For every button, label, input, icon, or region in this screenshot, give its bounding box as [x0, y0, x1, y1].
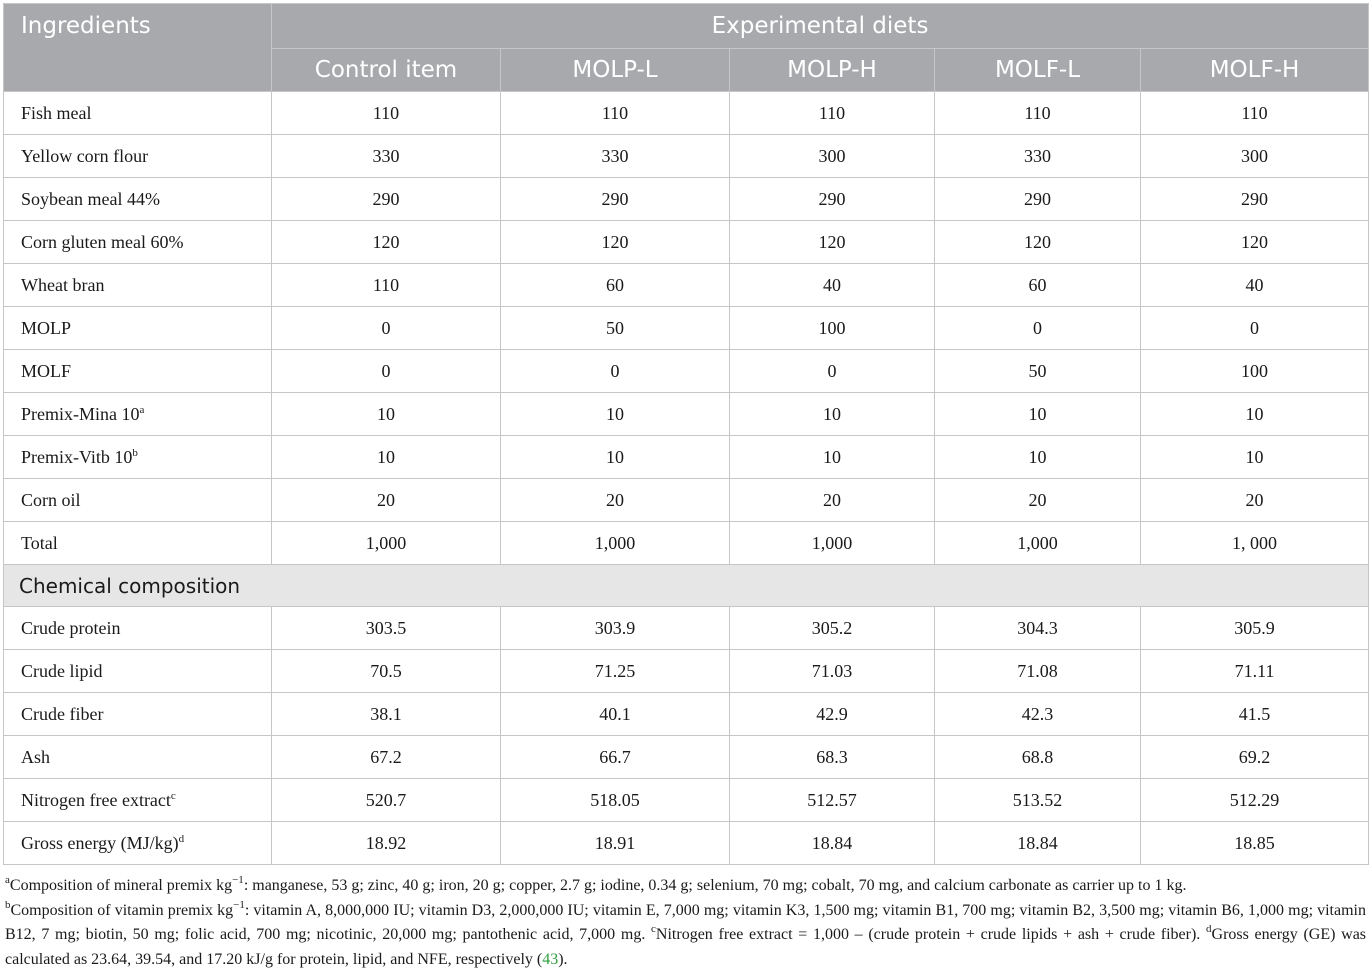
header-ingredients: Ingredients: [4, 4, 272, 92]
table-row: [4, 221, 1369, 264]
table-cell: 513.52: [935, 779, 1141, 822]
table-row: [4, 736, 1369, 779]
table-cell: 120: [730, 221, 935, 264]
table-cell: 0: [272, 307, 501, 350]
row-label-text: Fish meal: [21, 102, 92, 123]
table-cell: 110: [1141, 92, 1369, 135]
footnote-c-text: Nitrogen free extract = 1,000 – (crude protein + crude lipids + ash + crude fiber).: [655, 926, 1201, 943]
table-cell: 10: [501, 393, 730, 436]
table-cell: 290: [1141, 178, 1369, 221]
row-label: [4, 779, 272, 822]
table-row: [4, 522, 1369, 565]
table-cell: 10: [1141, 436, 1369, 479]
header-col-molf-l: MOLF-L: [935, 49, 1141, 92]
table-cell: 0: [730, 350, 935, 393]
table-cell: 20: [935, 479, 1141, 522]
table-cell: 1,000: [272, 522, 501, 565]
row-label: [4, 522, 272, 565]
row-label: [4, 221, 272, 264]
table-cell: 40.1: [501, 693, 730, 736]
table-cell: 300: [730, 135, 935, 178]
header-col-control: Control item: [272, 49, 501, 92]
row-label-text: Soybean meal 44%: [21, 188, 160, 209]
table-row: [4, 607, 1369, 650]
table-cell: 71.11: [1141, 650, 1369, 693]
footnote-b-c: [5, 899, 1366, 973]
row-label-text: Premix-Vitb 10: [21, 446, 133, 467]
table-row: [4, 693, 1369, 736]
table-cell: 303.9: [501, 607, 730, 650]
table-cell: 42.9: [730, 693, 935, 736]
table-cell: 71.25: [501, 650, 730, 693]
table-cell: 18.84: [935, 822, 1141, 865]
table-cell: 303.5: [272, 607, 501, 650]
row-label: [4, 178, 272, 221]
table-cell: 20: [272, 479, 501, 522]
table-cell: 110: [935, 92, 1141, 135]
table-cell: 66.7: [501, 736, 730, 779]
table-cell: 300: [1141, 135, 1369, 178]
table-cell: 520.7: [272, 779, 501, 822]
table-cell: 38.1: [272, 693, 501, 736]
table-cell: 50: [935, 350, 1141, 393]
table-cell: 1,000: [730, 522, 935, 565]
table-cell: 60: [501, 264, 730, 307]
section-row-chemical: [4, 565, 1369, 607]
row-label-text: Nitrogen free extract: [21, 789, 171, 810]
row-label: [4, 92, 272, 135]
row-label: [4, 436, 272, 479]
table-row: [4, 135, 1369, 178]
header-experimental-diets: Experimental diets: [272, 4, 1369, 49]
table-cell: 40: [730, 264, 935, 307]
row-label: [4, 650, 272, 693]
table-cell: 20: [501, 479, 730, 522]
row-label-text: Corn oil: [21, 489, 81, 510]
table-footnotes: [5, 874, 1366, 972]
table-cell: 512.57: [730, 779, 935, 822]
table-cell: 110: [730, 92, 935, 135]
table-cell: 305.9: [1141, 607, 1369, 650]
table-cell: 110: [501, 92, 730, 135]
table-cell: 40: [1141, 264, 1369, 307]
footnote-marker: b: [132, 446, 138, 459]
row-label-text: Premix-Mina 10: [21, 403, 140, 424]
table-cell: 1, 000: [1141, 522, 1369, 565]
table-cell: 10: [935, 393, 1141, 436]
reference-link-43[interactable]: 43: [542, 950, 559, 968]
table-cell: 18.91: [501, 822, 730, 865]
footnote-b-marker: b: [5, 898, 11, 911]
table-row: [4, 92, 1369, 135]
table-row: [4, 822, 1369, 865]
table-row: [4, 178, 1369, 221]
row-label-text: Crude fiber: [21, 703, 104, 724]
table-cell: 0: [272, 350, 501, 393]
table-cell: 290: [730, 178, 935, 221]
table-cell: 70.5: [272, 650, 501, 693]
table-body: [4, 92, 1369, 865]
table-cell: 330: [501, 135, 730, 178]
table-cell: 18.85: [1141, 822, 1369, 865]
row-label-text: Corn gluten meal 60%: [21, 231, 184, 252]
row-label-text: Yellow corn flour: [21, 145, 149, 166]
row-label: [4, 393, 272, 436]
row-label-text: Gross energy (MJ/kg): [21, 832, 179, 853]
table-cell: 0: [1141, 307, 1369, 350]
section-label-chemical-composition: Chemical composition: [4, 565, 1369, 607]
row-label-text: Wheat bran: [21, 274, 105, 295]
table-cell: 1,000: [501, 522, 730, 565]
footnote-a: [5, 874, 1366, 899]
table-cell: 20: [730, 479, 935, 522]
table-cell: 71.08: [935, 650, 1141, 693]
table-cell: 10: [501, 436, 730, 479]
diet-composition-table-container: [3, 3, 1368, 865]
footnote-marker: a: [139, 403, 145, 416]
table-cell: 330: [935, 135, 1141, 178]
table-cell: 110: [272, 264, 501, 307]
table-row: [4, 479, 1369, 522]
table-cell: 42.3: [935, 693, 1141, 736]
table-row: [4, 264, 1369, 307]
table-cell: 69.2: [1141, 736, 1369, 779]
diet-composition-table: [3, 3, 1369, 865]
footnote-b-exponent: −1: [233, 898, 245, 911]
footnote-b-text: Composition of vitamin premix kg: [10, 901, 234, 919]
table-header: [4, 4, 1369, 92]
table-cell: 10: [935, 436, 1141, 479]
table-cell: 290: [501, 178, 730, 221]
header-col-molf-h: MOLF-H: [1141, 49, 1369, 92]
footnote-a-text-rest: : manganese, 53 g; zinc, 40 g; iron, 20 g; copper, 2.7 g; iodine, 0.34 g; selenium, 70 mg; cobalt, 70 mg, and calcium carbonate as carrier up to 1 kg.: [243, 877, 1187, 894]
footnote-a-exponent: −1: [232, 874, 244, 886]
table-row: [4, 307, 1369, 350]
table-cell: 68.3: [730, 736, 935, 779]
row-label-text: Total: [21, 532, 58, 553]
table-cell: 10: [272, 436, 501, 479]
row-label-text: MOLF: [21, 360, 72, 381]
table-cell: 518.05: [501, 779, 730, 822]
table-row: [4, 779, 1369, 822]
table-cell: 120: [1141, 221, 1369, 264]
table-row: [4, 350, 1369, 393]
table-row: [4, 393, 1369, 436]
footnote-d-marker: d: [1206, 923, 1212, 935]
table-cell: 100: [730, 307, 935, 350]
row-label: [4, 822, 272, 865]
table-cell: 18.92: [272, 822, 501, 865]
footnote-d-text: Gross energy (GE) was calculated as 23.64, 39.54, and 17.20 kJ/g for protein, lipid, and NFE, respectively (: [5, 926, 1367, 968]
footnote-a-text: Composition of mineral premix kg: [9, 877, 233, 894]
footnote-a-marker: a: [5, 874, 10, 886]
table-cell: 0: [501, 350, 730, 393]
row-label-text: MOLP: [21, 317, 72, 338]
footnote-c-marker: c: [651, 923, 656, 935]
table-cell: 120: [272, 221, 501, 264]
footnote-marker: d: [178, 832, 185, 845]
row-label: [4, 736, 272, 779]
table-cell: 110: [272, 92, 501, 135]
table-cell: 60: [935, 264, 1141, 307]
table-cell: 304.3: [935, 607, 1141, 650]
table-cell: 50: [501, 307, 730, 350]
table-cell: 10: [730, 436, 935, 479]
row-label-text: Crude protein: [21, 617, 121, 638]
table-cell: 512.29: [1141, 779, 1369, 822]
footnote-marker: c: [170, 789, 176, 802]
table-cell: 330: [272, 135, 501, 178]
table-cell: 71.03: [730, 650, 935, 693]
table-cell: 120: [935, 221, 1141, 264]
row-label: [4, 264, 272, 307]
footnote-d-text-end: ).: [558, 950, 568, 968]
table-cell: 68.8: [935, 736, 1141, 779]
header-col-molp-l: MOLP-L: [501, 49, 730, 92]
row-label: [4, 693, 272, 736]
table-cell: 290: [935, 178, 1141, 221]
table-cell: 100: [1141, 350, 1369, 393]
table-cell: 10: [730, 393, 935, 436]
table-row: [4, 650, 1369, 693]
row-label: [4, 350, 272, 393]
table-cell: 305.2: [730, 607, 935, 650]
table-cell: 41.5: [1141, 693, 1369, 736]
table-cell: 120: [501, 221, 730, 264]
table-cell: 20: [1141, 479, 1369, 522]
table-cell: 1,000: [935, 522, 1141, 565]
table-cell: 0: [935, 307, 1141, 350]
row-label: [4, 135, 272, 178]
table-cell: 67.2: [272, 736, 501, 779]
table-cell: 10: [272, 393, 501, 436]
row-label: [4, 479, 272, 522]
table-cell: 290: [272, 178, 501, 221]
row-label: [4, 307, 272, 350]
row-label: [4, 607, 272, 650]
table-row: [4, 436, 1369, 479]
footnote-b-text-rest: : vitamin A, 8,000,000 IU; vitamin D3, 2,000,000 IU; vitamin E, 7,000 mg; vitamin K3, 1,500 mg; vitamin B1, 700 mg; vitamin B2, 3,500 mg; vitamin B6, 1,000 mg; vitamin B12, 7 mg; biotin, 50 mg; folic acid, 700 mg; nicotinic, 20,000 mg; pantothenic acid, 7,000 mg.: [5, 901, 1366, 943]
row-label-text: Crude lipid: [21, 660, 103, 681]
row-label-text: Ash: [21, 746, 51, 767]
table-cell: 10: [1141, 393, 1369, 436]
table-cell: 18.84: [730, 822, 935, 865]
header-col-molp-h: MOLP-H: [730, 49, 935, 92]
